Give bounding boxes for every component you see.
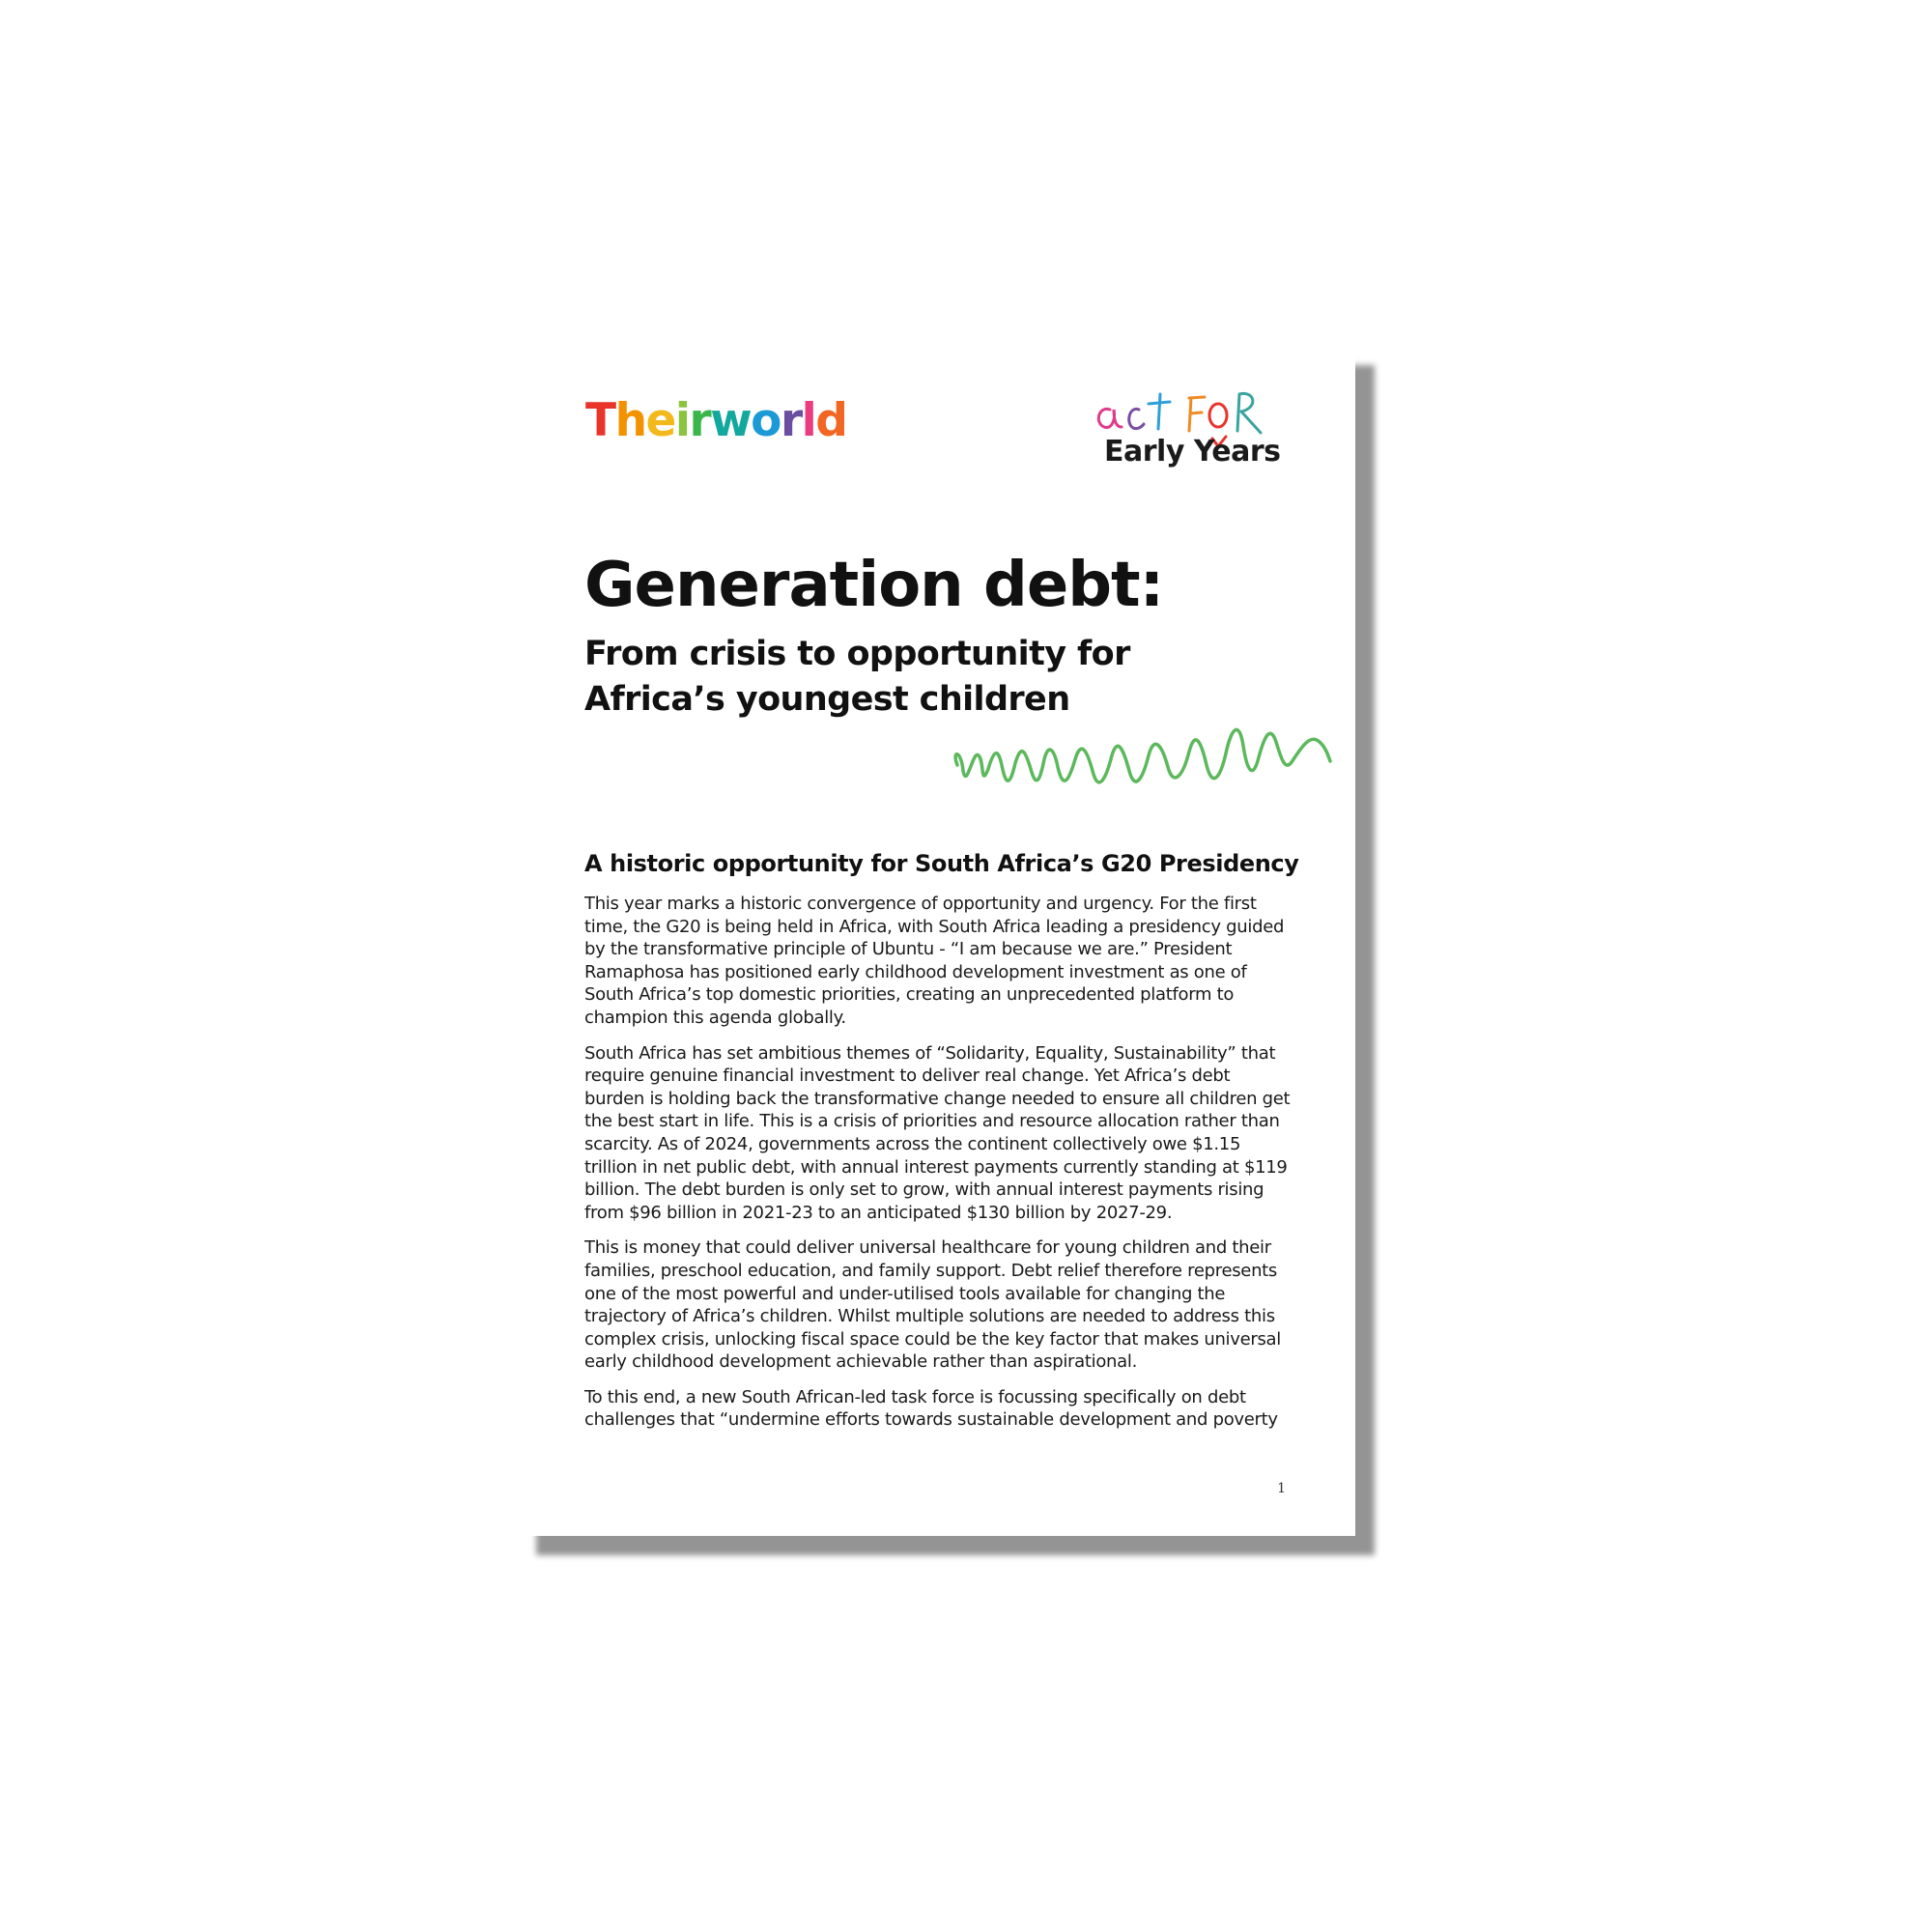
document-title: Generation debt: [584,550,1164,621]
document-subtitle: From crisis to opportunity for Africa’s youngest children [584,635,1130,719]
paragraph: This year marks a historic convergence of opportunity and urgency. For the first time, the G20 is being held in Africa, with South Africa leading a presidency guided by the transformative principle of Ubuntu - “I am because we are.” President Ramaphosa has positioned early childhood development investment as one of South Africa’s top domestic priorities, creating an unprecedented platform to champion this agenda globally. [584,894,1285,1028]
logo-letter: l [801,394,816,447]
page-number: 1 [1277,1481,1286,1496]
logo-letter: i [674,394,690,447]
logo-letter: e [645,394,675,447]
logo-letter: w [710,394,752,447]
section-heading: A historic opportunity for South Africa’s G20 Presidency [584,850,1299,877]
logo-letter: d [815,394,847,447]
paragraph: This is money that could deliver universal healthcare for young children and their families, preschool education, and family support. Debt relief therefore represents one of the most powerful and under-utilised tools available for changing the trajectory of Africa’s children. Whilst multiple solutions are needed to address this complex crisis, unlocking fiscal space could be the key factor that makes universal early childhood development achievable rather than aspirational. [584,1237,1281,1373]
paragraph: To this end, a new South African-led task force is focussing specifically on debt challenges that “undermine efforts towards sustainable development and poverty [584,1386,1278,1431]
logo-letter: o [751,394,781,447]
logo-letter: T [585,394,615,447]
logo-letter: h [614,394,646,447]
theirworld-logo [585,394,847,447]
logo-letter: r [689,394,711,447]
early-years-wordmark: Early Years [1104,435,1281,469]
document-page [517,346,1355,1536]
paragraph: South Africa has set ambitious themes of “Solidarity, Equality, Sustainability” that require genuine financial investment to deliver real change. Yet Africa’s debt burden is holding back the transformative change needed to ensure all children get the best start in life. This is a crisis of priorities and resource allocation rather than scarcity. As of 2024, governments across the continent collectively owe $1.15 trillion in net public debt, with annual interest payments currently standing at $119 billion. The debt burden is only set to grow, with annual interest payments rising from $96 billion in 2021-23 to an anticipated $130 billion by 2027-29. [584,1042,1291,1223]
green-squiggle-decoration [952,711,1338,808]
act-for-early-years-logo [1093,381,1286,487]
body-text [584,893,1294,1466]
logo-letter: r [780,394,802,447]
